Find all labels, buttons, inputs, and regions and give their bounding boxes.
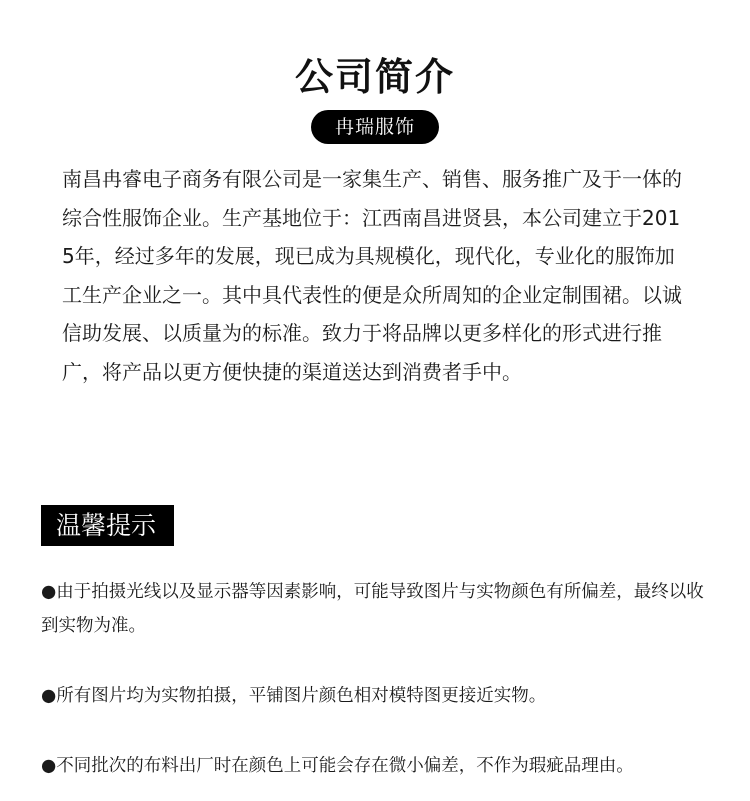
tip-item-batch-variation: ●不同批次的布料出厂时在颜色上可能会存在微小偏差，不作为瑕疵品理由。 bbox=[41, 756, 634, 776]
section-title: 公司简介 bbox=[294, 55, 455, 99]
brand-badge: 冉瑞服饰 bbox=[311, 110, 439, 144]
tips-heading: 温馨提示 bbox=[41, 505, 174, 546]
tip-item-real-photos: ●所有图片均为实物拍摄，平铺图片颜色相对模特图更接近实物。 bbox=[41, 686, 547, 706]
company-intro-paragraph: 南昌冉睿电子商务有限公司是一家集生产、销售、服务推广及于一体的综合性服饰企业。生产基地位于：江西南昌进贤县，本公司建立于2015年，经过多年的发展，现已成为具规模化，现代化，专业化的服饰加工生产企业之一。其中具代表性的便是众所周知的企业定制围裙。以诚信助发展、以质量为的标准。致力于将品牌以更多样化的形式进行推广，将产品以更方便快捷的渠道送达到消费者手中。 bbox=[62, 167, 682, 384]
tip-item-color-difference: ●由于拍摄光线以及显示器等因素影响，可能导致图片与实物颜色有所偏差，最终以收到实物为准。 bbox=[41, 582, 704, 636]
brand-badge-container bbox=[0, 110, 750, 144]
